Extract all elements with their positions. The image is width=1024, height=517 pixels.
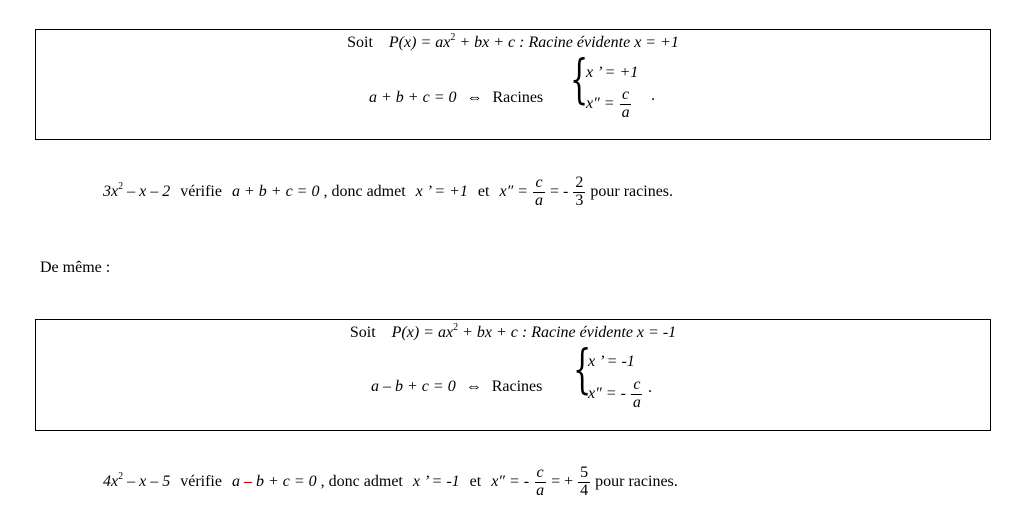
soit-label: Soit [347,34,373,51]
fraction-denominator: a [621,103,630,121]
polynomial-label: P(x) = ax [388,34,451,51]
pour-racines-label: pour racines. [595,472,678,490]
polynomial-rest: + bx + c : [455,34,529,51]
rule-box-plus-one [35,29,991,140]
root-two-lhs: x″ = [586,94,615,112]
highlighted-minus: – [243,472,252,490]
pour-racines-label: pour racines. [590,182,674,200]
equals-sign: = - [550,182,569,200]
rule-title [36,34,990,52]
racines-label: Racines [492,89,544,106]
condition: a + b + c = 0 [369,89,457,106]
root-two-lhs: x″ = - [588,384,626,402]
et-label: et [469,472,482,490]
fraction [534,465,546,500]
fraction [533,175,545,210]
rule-title [36,324,990,342]
equals-sign: = + [551,472,574,490]
root-two [586,87,633,122]
example-root-two-lhs: x″ = - [491,472,530,490]
de-meme-heading: De même : [40,259,111,276]
brace-icon: { [573,340,592,400]
fraction [578,465,590,500]
exponent: 2 [453,322,459,333]
example-condition: a + b + c = 0 [231,182,320,200]
example-root-one: x ’ = -1 [412,472,460,490]
fraction-numerator: c [622,86,630,103]
equivalence-symbol: ⇔ [466,89,483,106]
donc-label: , donc admet [320,472,403,490]
donc-label: , donc admet [323,182,406,200]
et-label: et [477,182,490,200]
racine-evidente-label: Racine évidente [528,34,635,51]
verifie-label: vérifie [180,182,222,200]
example-poly: 3x [103,182,119,200]
fraction-denominator: a [535,191,544,209]
period: . [651,87,655,104]
fraction-numerator: 5 [580,464,589,481]
example-one [103,175,673,210]
polynomial-rest: + bx + c : [458,324,532,341]
racines-label: Racines [491,378,543,395]
root-one: x ’ = -1 [588,353,635,370]
example-root-one: x ’ = +1 [415,182,468,200]
polynomial-label: P(x) = ax [391,324,454,341]
condition-line [369,89,543,107]
condition-a: a [231,472,240,490]
period: . [648,379,652,396]
condition-line [371,378,542,396]
example-two [103,465,678,500]
example-poly-rest: – x – 2 [123,182,171,200]
verifie-label: vérifie [180,472,222,490]
fraction-numerator: c [535,174,543,191]
fraction-numerator: 2 [575,174,584,191]
brace-icon: { [570,50,589,110]
fraction [620,87,632,122]
example-poly: 4x [103,472,119,490]
root-two [588,377,644,412]
fraction-denominator: a [536,481,545,499]
example-poly-rest: – x – 5 [123,472,171,490]
soit-label: Soit [349,324,376,341]
obvious-root: x = +1 [634,34,679,51]
root-one: x ’ = +1 [586,64,639,81]
fraction-numerator: c [633,376,641,393]
exponent: 2 [118,180,124,192]
fraction-denominator: 3 [575,191,584,209]
racine-evidente-label: Racine évidente [531,324,637,341]
fraction-numerator: c [536,464,544,481]
fraction-denominator: 4 [580,481,589,499]
fraction-denominator: a [632,393,641,411]
rule-box-minus-one [35,319,991,431]
condition-rest: b + c = 0 [255,472,317,490]
fraction [573,175,585,210]
obvious-root: x = -1 [636,324,677,341]
equivalence-symbol: ⇔ [465,378,482,395]
exponent: 2 [118,470,124,482]
exponent: 2 [450,32,456,43]
condition: a – b + c = 0 [371,378,456,395]
fraction [631,377,643,412]
example-root-two-lhs: x″ = [499,182,529,200]
